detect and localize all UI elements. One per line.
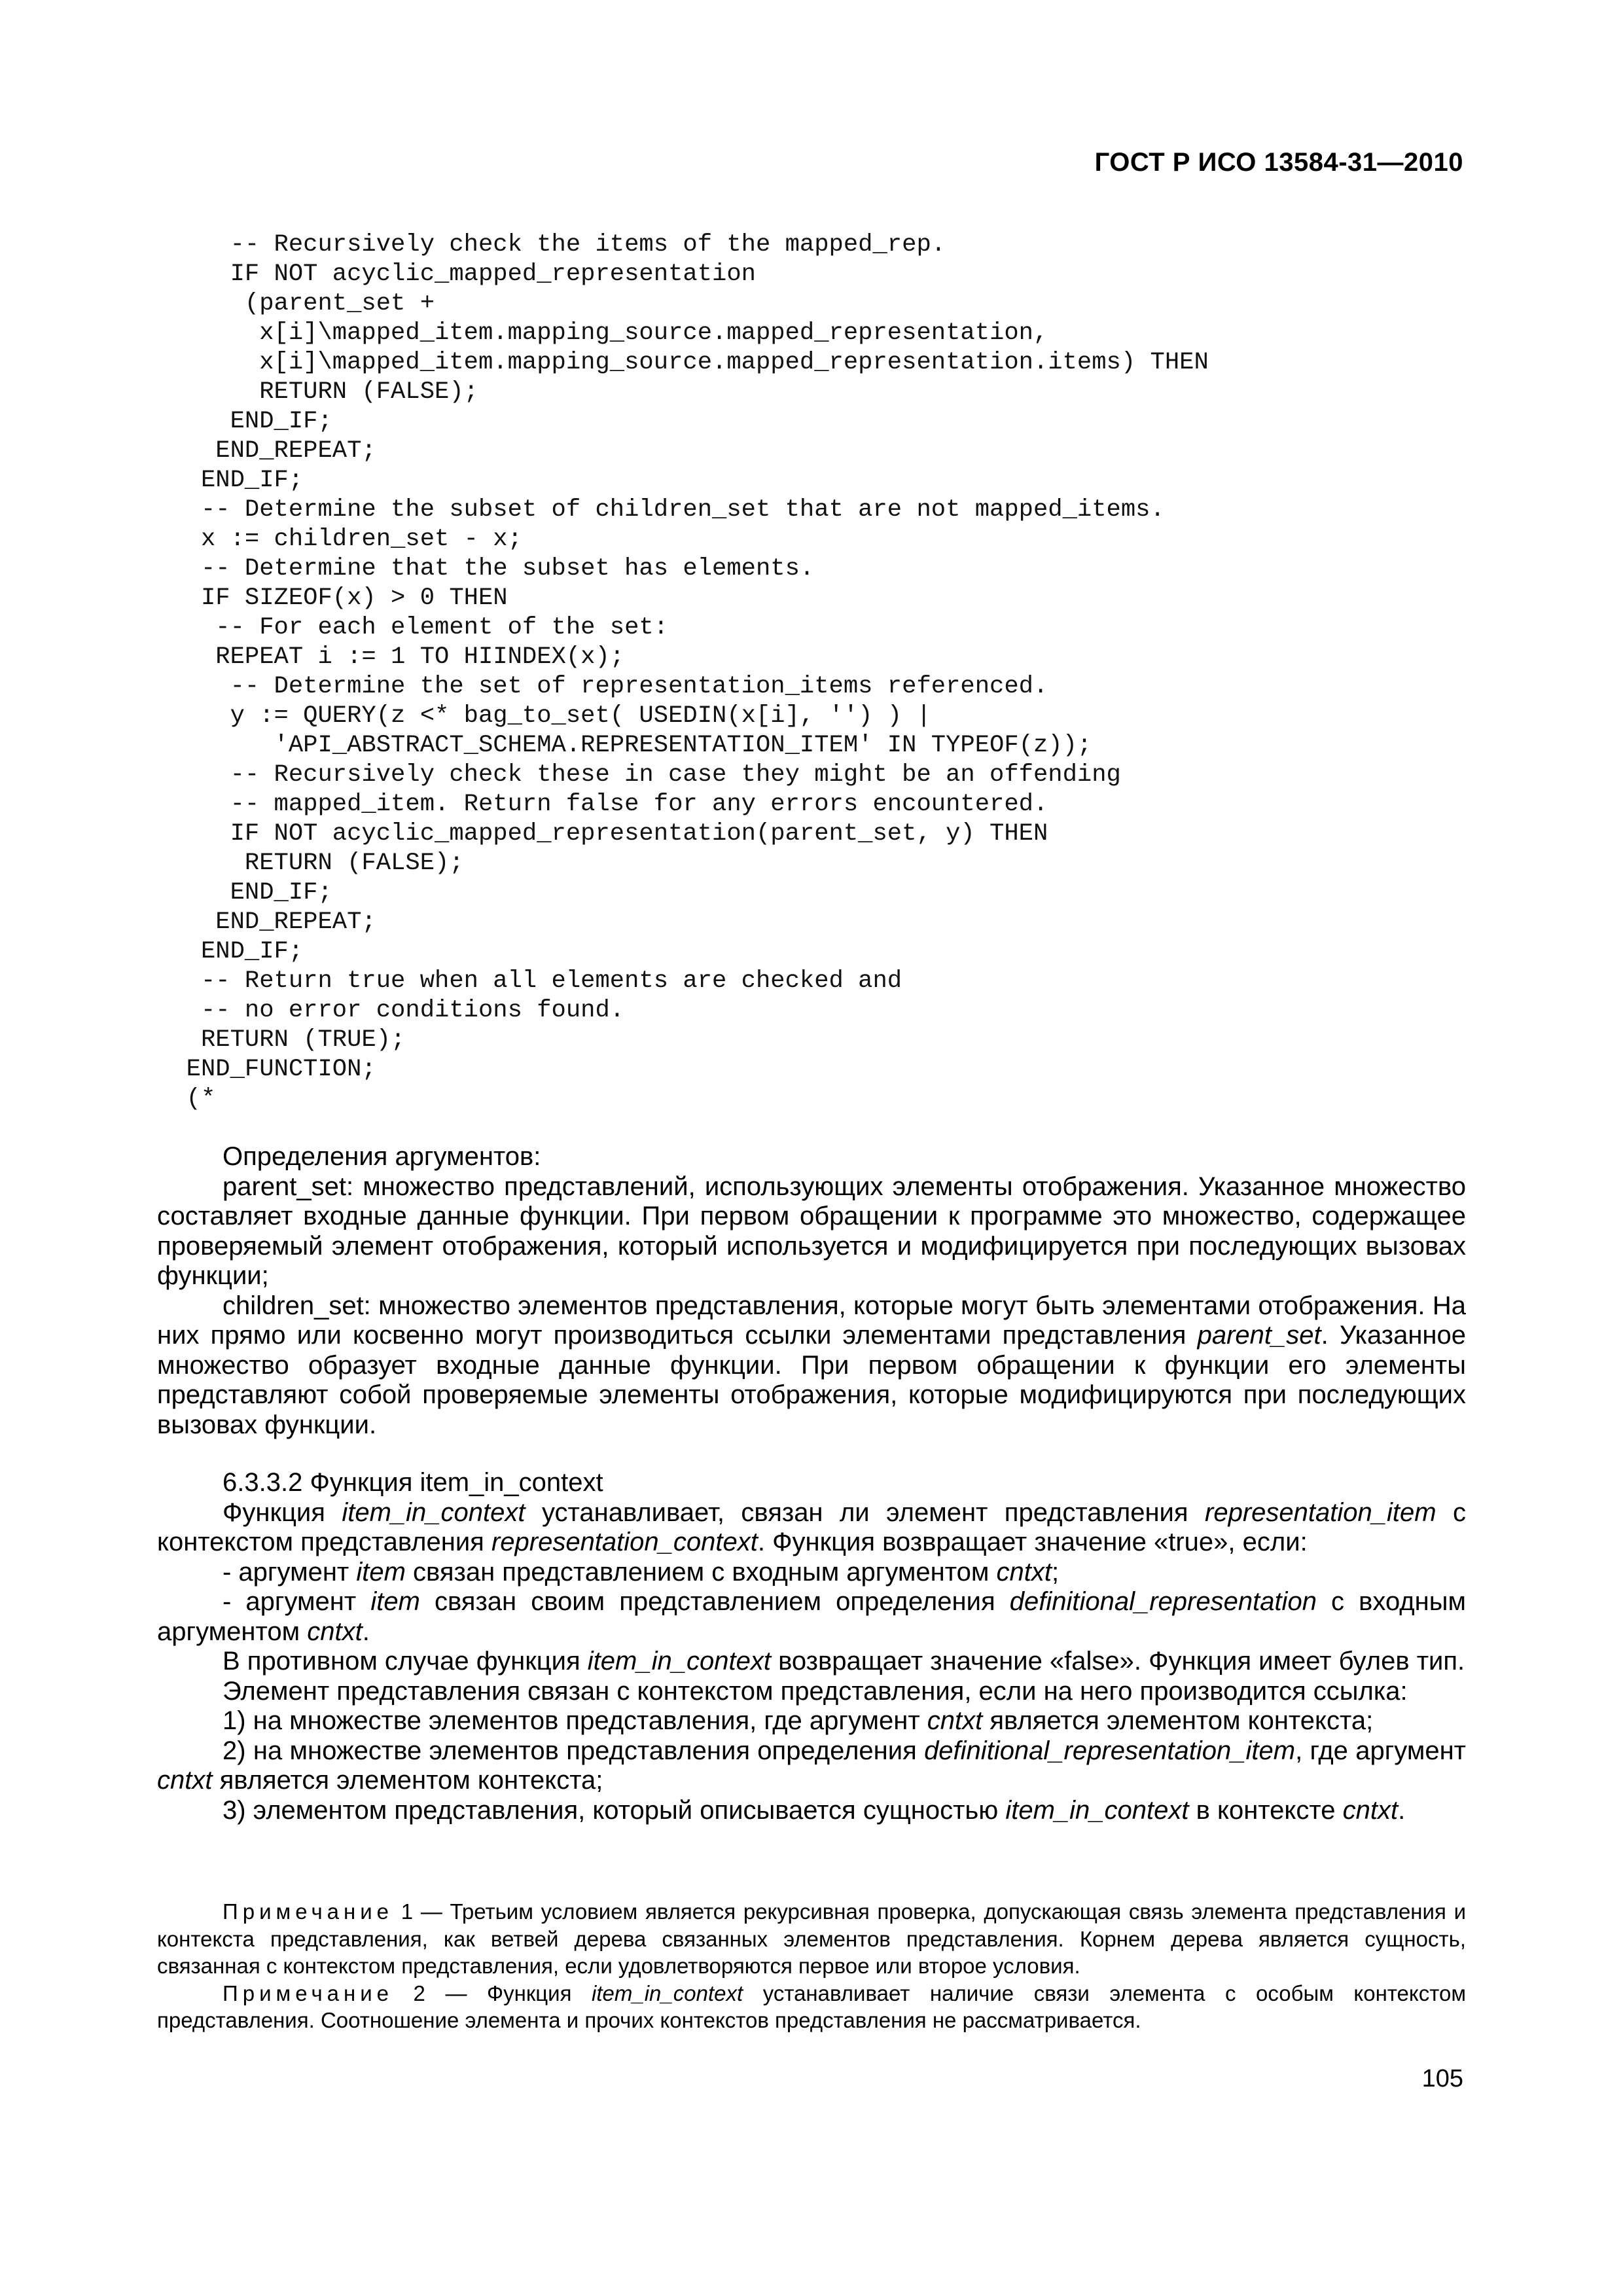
code-line: RETURN (FALSE);	[157, 850, 464, 877]
code-line: END_REPEAT;	[157, 908, 376, 936]
code-line: y := QUERY(z <* bag_to_set( USEDIN(x[i], '') ) |	[157, 702, 931, 730]
code-line: (*	[157, 1085, 216, 1113]
code-line: IF NOT acyclic_mapped_representation(parent_set, y) THEN	[157, 820, 1048, 848]
code-line: END_REPEAT;	[157, 437, 376, 465]
section-paragraph-2: В противном случае функция item_in_context возвращает значение «false». Функция имеет булев тип.	[223, 1647, 1465, 1676]
section-condition-3: 3) элементом представления, который описывается сущностью item_in_context в контексте cntxt.	[223, 1795, 1406, 1825]
code-line: IF NOT acyclic_mapped_representation	[157, 260, 756, 288]
code-line: RETURN (FALSE);	[157, 378, 478, 406]
definitions-heading: Определения аргументов:	[223, 1142, 541, 1171]
section-bullet-1: - аргумент item связан представлением с входным аргументом cntxt;	[223, 1557, 1060, 1587]
code-line: END_FUNCTION;	[157, 1056, 376, 1083]
code-line: RETURN (TRUE);	[157, 1026, 406, 1054]
code-line: x[i]\mapped_item.mapping_source.mapped_representation.items) THEN	[157, 349, 1209, 376]
section-6-3-3-2	[157, 1468, 1466, 1825]
code-line: -- For each element of the set:	[157, 614, 669, 641]
code-line: -- no error conditions found.	[157, 997, 625, 1024]
note-1: Примечание 1 — Третьим условием является рекурсивная проверка, допускающая связь элемента представления и контекста представления, как ветвей дерева связанных элементов представления. Корнем дерева является сущность, связанная с контекстом представления, если удовлетворяются первое или второе условия.	[157, 1899, 1466, 1978]
code-line: IF SIZEOF(x) > 0 THEN	[157, 584, 508, 612]
code-line: -- Determine that the subset has elements.	[157, 555, 815, 583]
code-line: END_IF;	[157, 467, 304, 494]
code-line: -- Return true when all elements are checked and	[157, 967, 902, 995]
code-line: 'API_ABSTRACT_SCHEMA.REPRESENTATION_ITEM' IN TYPEOF(z));	[157, 732, 1092, 759]
section-paragraph-3: Элемент представления связан с контекстом представления, если на него производится ссылка:	[223, 1676, 1408, 1706]
standard-header: ГОСТ Р ИСО 13584-31—2010	[1094, 148, 1463, 177]
code-line: -- Determine the set of representation_items referenced.	[157, 673, 1048, 700]
note-2: Примечание 2 — Функция item_in_context устанавливает наличие связи элемента с особым контекстом представления. Соотношение элемента и прочих контекстов представления не рассматривается.	[157, 1981, 1467, 2032]
code-line: -- mapped_item. Return false for any errors encountered.	[157, 791, 1048, 818]
code-line: END_IF;	[157, 408, 332, 435]
argument-definitions	[157, 1142, 1466, 1440]
code-line: -- Determine the subset of children_set that are not mapped_items.	[157, 496, 1165, 524]
section-condition-2: 2) на множестве элементов представления определения definitional_representation_item, где аргумент cntxt является элементом контекста;	[157, 1736, 1466, 1795]
code-line: -- Recursively check the items of the mapped_rep.	[157, 231, 946, 259]
code-line: -- Recursively check these in case they might be an offending	[157, 761, 1121, 789]
notes	[157, 1898, 1466, 2034]
code-line: (parent_set +	[157, 290, 435, 317]
code-line: REPEAT i := 1 TO HIINDEX(x);	[157, 643, 625, 671]
code-line: END_IF;	[157, 879, 332, 906]
code-line: x := children_set - x;	[157, 526, 522, 553]
section-condition-1: 1) на множестве элементов представления, где аргумент cntxt является элементом контекста;	[223, 1706, 1374, 1735]
parent-set-definition: parent_set: множество представлений, использующих элементы отображения. Указанное множество составляет входные данные функции. При первом обращении к программе это множество, содержащее проверяемый элемент отображения, который используется и модифицируется при последующих вызовах функции;	[157, 1172, 1466, 1290]
section-bullet-2: - аргумент item связан своим представлением определения definitional_representation с входным аргументом cntxt.	[157, 1587, 1466, 1646]
code-line: x[i]\mapped_item.mapping_source.mapped_representation,	[157, 319, 1048, 347]
code-line: END_IF;	[157, 938, 304, 965]
children-set-definition: children_set: множество элементов представления, которые могут быть элементами отображения. На них прямо или косвенно могут производиться ссылки элементами представления parent_set. Указанное множество образует входные данные функции. При первом обращении к функции его элементы представляют собой проверяемые элементы отображения, которые модифицируются при последующих вызовах функции.	[157, 1291, 1467, 1439]
express-code-block	[157, 230, 1531, 1114]
page-number: 105	[1421, 2065, 1463, 2092]
section-paragraph-1: Функция item_in_context устанавливает, связан ли элемент представления representation_item с контекстом представления representation_context. Функция возвращает значение «true», если:	[157, 1498, 1466, 1556]
section-heading: 6.3.3.2 Функция item_in_context	[223, 1468, 603, 1497]
